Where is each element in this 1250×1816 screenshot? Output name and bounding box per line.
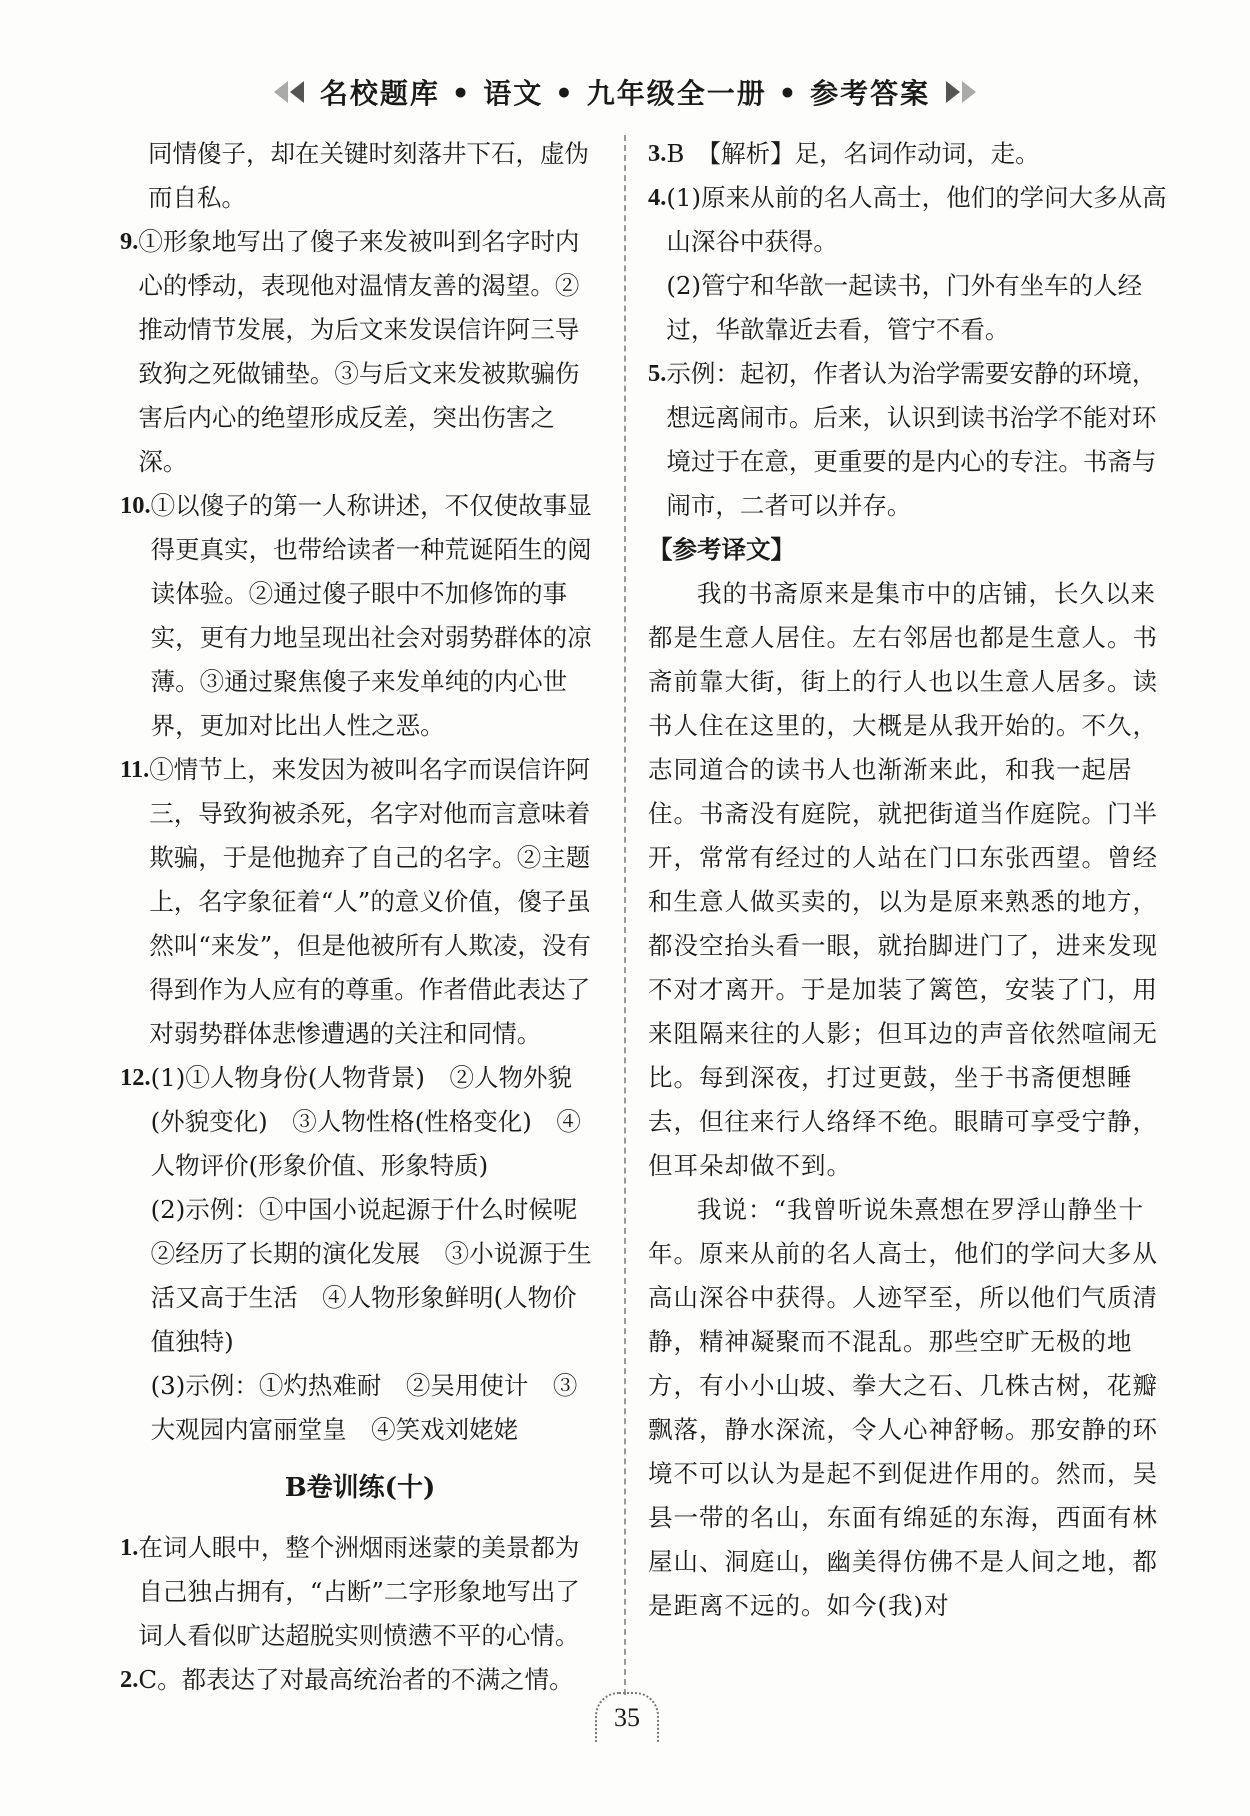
item-text: ①以傻子的第一人称讲述，不仅使故事显得更真实，也带给读者一种荒诞陌生的阅读体验。②通过傻子眼中不加修饰的事实，更有力地呈现出社会对弱势群体的凉薄。③通过聚焦傻子来发单纯的内心世界，更加对比出人性之恶。 [150,491,592,740]
item-12-sub-3: (3)示例：①灼热难耐 ②吴用使计 ③大观园内富丽堂皇 ④笑戏刘姥姥 [150,1371,578,1444]
item-4-sub-2: (2)管宁和华歆一起读书，门外有坐车的人经过，华歆靠近去看，管宁不看。 [666,271,1143,344]
header-title: 名校题库 • 语文 • 九年级全一册 • 参考答案 [319,77,931,110]
right-arrow-icon [946,81,976,103]
item-number: 3. [648,140,667,167]
column-divider [624,135,626,1695]
continuation-text: 同情傻子，却在关键时刻落井下石，虚伪而自私。 [148,139,589,212]
item-text: (1)①人物身份(人物背景) ②人物外貌(外貌变化) ③人物性格(性格变化) ④人物评价(形象价值、形象特质) [150,1063,581,1180]
answer-item-9 [120,220,600,484]
answer-item-3 [648,132,1168,176]
answer-item-11 [120,748,600,1056]
answer-item-5 [648,352,1168,528]
left-column [120,132,600,1702]
section-title: B卷训练(十) [284,1473,436,1503]
answer-item-10 [120,484,600,748]
b-answer-item-1 [120,1526,600,1658]
item-number: 1. [120,1534,139,1561]
item-number: 2. [120,1666,139,1693]
translation-block [648,572,1168,1628]
page-number: 35 [595,1692,659,1742]
translation-label: 【参考译文】 [648,535,795,564]
page-header [0,70,1250,114]
item-number: 11. [120,756,150,783]
item-text: 示例：起初，作者认为治学需要安静的环境，想远离闹市。后来，认识到读书治学不能对环境过于在意，更重要的是内心的专注。书斋与闹市，二者可以并存。 [666,359,1157,520]
translation-paragraph: 我的书斋原来是集市中的店铺，长久以来都是生意人居住。左右邻居也都是生意人。书斋前靠大街，街上的行人也以生意人居多。读书人住在这里的，大概是从我开始的。不久，志同道合的读书人也渐渐来此，和我一起居住。书斋没有庭院，就把街道当作庭院。门半开，常常有经过的人站在门口东张西望。曾经和生意人做买卖的，以为是原来熟悉的地方，都没空抬头看一眼，就抬脚进门了，进来发现不对才离开。于是加装了篱笆，安装了门，用来阻隔来往的人影；但耳边的声音依然喧闹无比。每到深夜，打过更鼓，坐于书斋便想睡去，但往来行人络绎不绝。眼睛可享受宁静，但耳朵却做不到。 [648,579,1158,1180]
item-number: 12. [120,1064,151,1091]
translation-paragraph: 我说：“我曾听说朱熹想在罗浮山静坐十年。原来从前的名人高士，他们的学问大多从高山深谷中获得。人迹罕至，所以他们气质清静，精神凝聚而不混乱。那些空旷无极的地方，有小小山坡、拳大之石、几株古树，花瓣飘落，静水深流，令人心神舒畅。那安静的环境不可以认为是起不到促进作用的。然而，吴县一带的名山，东面有绵延的东海，西面有林屋山、洞庭山，幽美得仿佛不是人间之地，都是距离不远的。如今(我)对 [648,1195,1158,1620]
answer-item-4 [648,176,1168,352]
item-number: 9. [120,228,139,255]
item-12-sub-2: (2)示例：①中国小说起源于什么时候呢 ②经历了长期的演化发展 ③小说源于生活又高于生活 ④人物形象鲜明(人物价值独特) [150,1195,602,1356]
item-number: 4. [648,184,667,211]
b-answer-item-2 [120,1658,600,1702]
right-column [648,132,1168,1628]
item-text: ①情节上，来发因为被叫名字而误信许阿三，导致狗被杀死，名字对他而言意味着欺骗，于是他抛弃了自己的名字。②主题上，名字象征着“人”的意义价值，傻子虽然叫“来发”，但是他被所有人欺凌，没有得到作为人应有的尊重。作者借此表达了对弱势群体悲惨遭遇的关注和同情。 [149,755,591,1048]
item-text: ①形象地写出了傻子来发被叫到名字时内心的悸动，表现他对温情友善的渴望。②推动情节发展，为后文来发误信许阿三导致狗之死做铺垫。③与后文来发被欺骗伤害后内心的绝望形成反差，突出伤害之深。 [138,227,580,476]
item-text: B 【解析】足，名词作动词，走。 [666,139,1040,168]
answer-item-12 [120,1056,600,1452]
item-number: 5. [648,360,667,387]
item-number: 10. [120,492,151,519]
item-text: 在词人眼中，整个洲烟雨迷蒙的美景都为自己独占拥有，“占断”二字形象地写出了词人看似旷达超脱实则愤懑不平的心情。 [138,1533,580,1650]
item-text: (1)原来从前的名人高士，他们的学问大多从高山深谷中获得。 [666,183,1167,256]
left-arrow-icon [274,81,304,103]
item-text: C。都表达了对最高统治者的不满之情。 [138,1665,574,1694]
